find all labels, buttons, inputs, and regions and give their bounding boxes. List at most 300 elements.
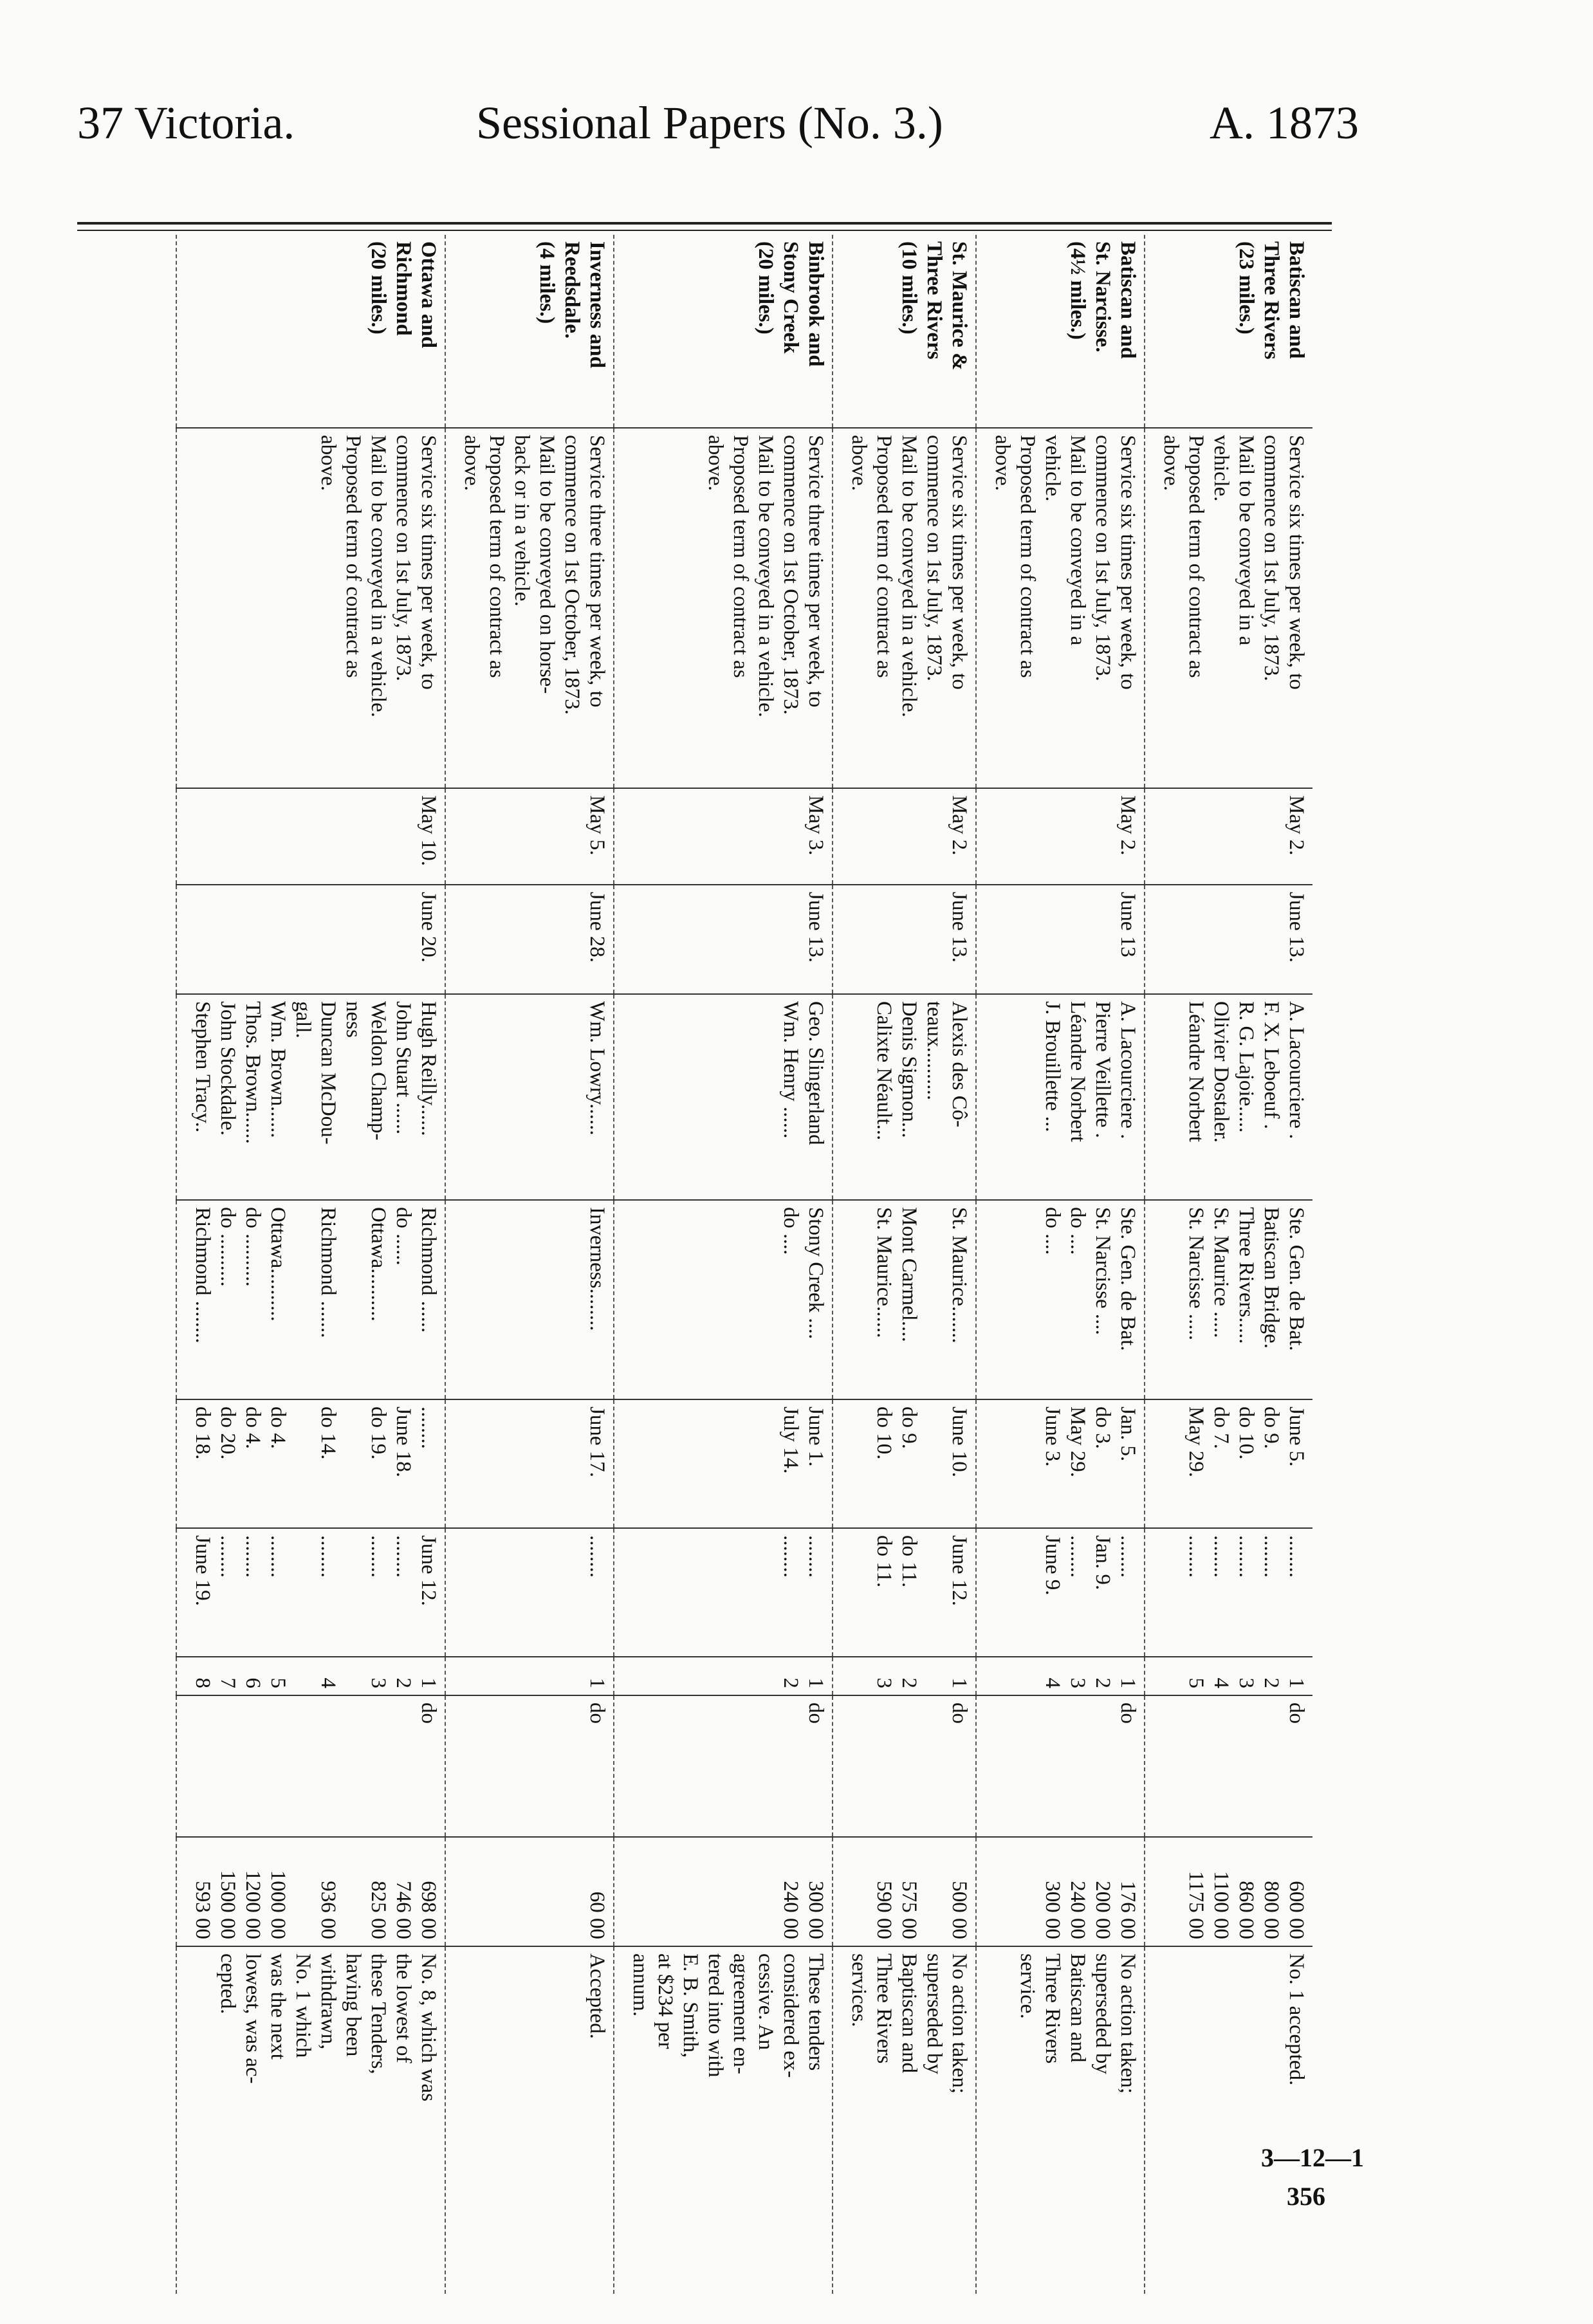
- cell-to: [614, 1528, 833, 1657]
- cell-advertised: [176, 788, 445, 885]
- remarks-line: Accepted.: [585, 1953, 609, 2039]
- remarks-line: was the next: [266, 1953, 290, 2060]
- remarks-line: services.: [847, 1953, 870, 2027]
- amount-line: 300 00: [804, 1881, 827, 1939]
- payment-line: do: [585, 1702, 609, 1724]
- cell-name: [445, 994, 614, 1200]
- tender-group-row: [614, 235, 833, 2294]
- tender-table-rotated: [77, 235, 1312, 2294]
- received-line: June 13.: [804, 892, 827, 963]
- cell-route: [976, 235, 1145, 428]
- cell-advertised: [614, 788, 833, 885]
- header-year: A. 1873: [1210, 97, 1359, 149]
- service-line: Mail to be conveyed in a: [1066, 435, 1089, 646]
- residence-line: Ottawa..........: [367, 1207, 390, 1322]
- service-line: above.: [991, 435, 1014, 492]
- remarks-line: cessive. An: [754, 1953, 777, 2051]
- no-line: 2: [898, 1677, 921, 1688]
- no-line: 1: [1285, 1677, 1308, 1688]
- cell-service: [445, 428, 614, 788]
- cell-service: [976, 428, 1145, 788]
- no-line: 2: [392, 1677, 415, 1688]
- to-line: ........: [1260, 1535, 1283, 1578]
- remarks-line: annum.: [629, 1953, 652, 2017]
- service-line: Service six times per week, to: [948, 435, 971, 690]
- advertised-line: May 2.: [948, 795, 971, 856]
- cell-route: [176, 235, 445, 428]
- received-line: June 13: [1116, 892, 1139, 957]
- from-line: do 9.: [898, 1406, 921, 1449]
- remarks-line: superseded by: [923, 1953, 946, 2074]
- cell-no: [833, 1657, 976, 1695]
- residence-line: do ....: [779, 1207, 802, 1255]
- to-line: ........: [367, 1535, 390, 1578]
- no-line: 7: [216, 1677, 239, 1688]
- cell-to: [445, 1528, 614, 1657]
- service-line: Service three times per week, to: [804, 435, 827, 708]
- no-line: 3: [872, 1677, 896, 1688]
- residence-line: Ottawa..........: [266, 1207, 290, 1322]
- no-line: 4: [317, 1677, 340, 1688]
- amount-line: [340, 1844, 365, 1939]
- to-line: ........: [1116, 1535, 1139, 1578]
- from-line: June 5.: [1285, 1406, 1308, 1467]
- cell-from: [1145, 1399, 1312, 1528]
- amount-line: 1100 00: [1210, 1870, 1233, 1939]
- cell-remarks: [833, 1946, 976, 2294]
- from-line: do 20.: [216, 1406, 239, 1460]
- remarks-line: having been: [342, 1953, 365, 2057]
- amount-line: 575 00: [898, 1881, 921, 1939]
- cell-received: [1145, 885, 1312, 994]
- amount-line: 800 00: [1260, 1881, 1283, 1939]
- remarks-line: cepted.: [216, 1953, 239, 2015]
- remarks-line: These tenders: [804, 1953, 827, 2071]
- no-line: 5: [266, 1677, 290, 1688]
- amount-line: 698 00: [417, 1881, 440, 1939]
- from-line: do 18.: [191, 1406, 214, 1460]
- route-line: Batiscan and: [1285, 241, 1308, 359]
- no-line: 3: [367, 1677, 390, 1688]
- route-line: Three Rivers: [923, 241, 946, 360]
- payment-line: do: [948, 1702, 971, 1724]
- route-line: Stony Creek: [779, 241, 802, 354]
- no-line: 1: [1116, 1677, 1139, 1688]
- remarks-line: No. 1 which: [291, 1953, 315, 2058]
- cell-residence: [614, 1200, 833, 1399]
- cell-remarks: [976, 1946, 1145, 2294]
- to-line: June 12.: [948, 1535, 971, 1606]
- residence-line: do ......: [392, 1207, 415, 1266]
- cell-no: [1145, 1657, 1312, 1695]
- service-line: Mail to be conveyed in a vehicle.: [754, 435, 777, 717]
- header-title: Sessional Papers (No. 3.): [476, 97, 943, 149]
- name-line: Wm. Brown......: [266, 1001, 290, 1138]
- cell-name: [614, 994, 833, 1200]
- to-line: ........: [1235, 1535, 1258, 1578]
- amount-line: 1000 00: [266, 1870, 290, 1939]
- cell-route: [445, 235, 614, 428]
- advertised-line: May 2.: [1285, 795, 1308, 856]
- remarks-line: the lowest of: [392, 1953, 415, 2063]
- service-line: Service six times per week, to: [1116, 435, 1139, 690]
- route-line: Richmond: [392, 241, 415, 336]
- no-line: 3: [1235, 1677, 1258, 1688]
- cell-name: [176, 994, 445, 1200]
- remarks-line: superseded by: [1091, 1953, 1114, 2074]
- no-line: [921, 1664, 946, 1688]
- residence-line: St. Maurice......: [872, 1207, 896, 1338]
- to-line: [921, 1535, 946, 1650]
- service-line: above.: [704, 435, 727, 492]
- residence-line: [340, 1207, 365, 1392]
- name-line: Calixte Néault...: [872, 1001, 896, 1141]
- residence-line: Ste. Gen. de Bat.: [1285, 1207, 1308, 1351]
- cell-payment: [176, 1695, 445, 1837]
- route-line: (23 miles.): [1235, 241, 1258, 335]
- header-rule: [77, 222, 1332, 225]
- no-line: 2: [1260, 1677, 1283, 1688]
- cell-payment: [1145, 1695, 1312, 1837]
- tender-group-row: [1145, 235, 1312, 2294]
- residence-line: do ..........: [241, 1207, 264, 1287]
- to-line: [290, 1535, 315, 1650]
- cell-received: [445, 885, 614, 994]
- cell-amount: [976, 1837, 1145, 1946]
- cell-residence: [833, 1200, 976, 1399]
- from-line: [921, 1406, 946, 1521]
- remarks-line: considered ex-: [779, 1953, 802, 2078]
- to-line: June 9.: [1041, 1535, 1064, 1596]
- cell-amount: [833, 1837, 976, 1946]
- amount-line: 500 00: [948, 1881, 971, 1939]
- service-line: vehicle.: [1041, 435, 1064, 502]
- name-line: John Stockdale.: [216, 1001, 239, 1136]
- service-line: Proposed term of contract as: [485, 435, 508, 678]
- from-line: do 4.: [241, 1406, 264, 1449]
- route-line: Binbrook and: [804, 241, 827, 367]
- cell-no: [614, 1657, 833, 1695]
- payment-line: do: [1116, 1702, 1139, 1724]
- from-line: June 3.: [1041, 1406, 1064, 1467]
- cell-advertised: [1145, 788, 1312, 885]
- cell-payment: [976, 1695, 1145, 1837]
- from-line: do 19.: [367, 1406, 390, 1460]
- name-line: A. Lacourciere .: [1285, 1001, 1308, 1139]
- no-line: 1: [585, 1677, 609, 1688]
- from-line: [290, 1406, 315, 1521]
- to-line: Jan. 9.: [1091, 1535, 1114, 1591]
- cell-received: [976, 885, 1145, 994]
- cell-remarks: [445, 1946, 614, 2294]
- service-line: above.: [1159, 435, 1183, 492]
- cell-from: [614, 1399, 833, 1528]
- cell-name: [1145, 994, 1312, 1200]
- residence-line: [921, 1207, 946, 1392]
- name-line: John Stuart ......: [392, 1001, 415, 1135]
- advertised-line: May 2.: [1116, 795, 1139, 856]
- residence-line: St. Narcisse ....: [1091, 1207, 1114, 1335]
- name-line: teaux..........: [923, 1001, 946, 1100]
- from-line: Jan. 5.: [1116, 1406, 1139, 1462]
- name-line: Alexis des Cô-: [948, 1001, 971, 1128]
- cell-no: [176, 1657, 445, 1695]
- service-line: Proposed term of contract as: [729, 435, 752, 678]
- no-line: 1: [417, 1677, 440, 1688]
- remarks-line: No. 1 accepted.: [1285, 1953, 1308, 2086]
- amount-line: 1175 00: [1184, 1870, 1208, 1939]
- service-line: Mail to be conveyed in a vehicle.: [898, 435, 921, 717]
- received-line: June 13.: [1285, 892, 1308, 963]
- cell-residence: [176, 1200, 445, 1399]
- cell-remarks: [176, 1946, 445, 2294]
- from-line: May 29.: [1066, 1406, 1089, 1477]
- to-line: ........: [585, 1535, 609, 1578]
- service-line: vehicle.: [1210, 435, 1233, 502]
- residence-line: Richmond ........: [191, 1207, 214, 1343]
- name-line: Olivier Dostaler.: [1210, 1001, 1233, 1143]
- name-line: Léandre Norbert: [1066, 1001, 1089, 1142]
- residence-line: [290, 1207, 315, 1392]
- route-line: Three Rivers: [1260, 241, 1283, 360]
- name-line: Stephen Tracy..: [191, 1001, 214, 1133]
- advertised-line: May 10.: [417, 795, 440, 866]
- name-line: Denis Sigmon...: [898, 1001, 921, 1138]
- service-line: commence on 1st July, 1873.: [923, 435, 946, 681]
- cell-advertised: [976, 788, 1145, 885]
- service-line: Mail to be conveyed on horse-: [535, 435, 558, 694]
- service-line: commence on 1st July, 1873.: [1091, 435, 1114, 681]
- to-line: ........: [804, 1535, 827, 1578]
- route-line: St. Narcisse.: [1091, 241, 1114, 353]
- to-line: ........: [392, 1535, 415, 1578]
- service-line: Proposed term of contract as: [1016, 435, 1039, 678]
- no-line: 4: [1210, 1677, 1233, 1688]
- service-line: Service six times per week, to: [417, 435, 440, 690]
- cell-no: [976, 1657, 1145, 1695]
- to-line: ........: [779, 1535, 802, 1578]
- cell-service: [833, 428, 976, 788]
- remarks-line: at $234 per: [654, 1953, 677, 2049]
- from-line: do 9.: [1260, 1406, 1283, 1449]
- residence-line: Richmond .......: [317, 1207, 340, 1338]
- cell-service: [176, 428, 445, 788]
- remarks-line: E. B. Smith,: [679, 1953, 702, 2058]
- route-line: (4½ miles.): [1066, 241, 1089, 340]
- remarks-line: these Tenders,: [367, 1953, 390, 2074]
- cell-remarks: [1145, 1946, 1312, 2294]
- residence-line: Stony Creek ....: [804, 1207, 827, 1340]
- header-rule-thin: [77, 230, 1332, 231]
- cell-amount: [176, 1837, 445, 1946]
- residence-line: Three Rivers.....: [1235, 1207, 1258, 1344]
- to-line: ........: [1184, 1535, 1208, 1578]
- residence-line: Inverness........: [585, 1207, 609, 1331]
- residence-line: Batiscan Bridge.: [1260, 1207, 1283, 1349]
- from-line: do 14.: [317, 1406, 340, 1460]
- to-line: ........: [241, 1535, 264, 1578]
- to-line: ........: [266, 1535, 290, 1578]
- residence-line: St. Maurice .....: [1210, 1207, 1233, 1338]
- remarks-line: No action taken;: [948, 1953, 971, 2094]
- no-line: 8: [191, 1677, 214, 1688]
- amount-line: [921, 1844, 946, 1939]
- cell-received: [614, 885, 833, 994]
- residence-line: do ....: [1041, 1207, 1064, 1255]
- received-line: June 20.: [417, 892, 440, 963]
- service-line: above.: [317, 435, 340, 492]
- cell-payment: [445, 1695, 614, 1837]
- service-line: Proposed term of contract as: [342, 435, 365, 678]
- amount-line: 176 00: [1116, 1881, 1139, 1939]
- no-line: 2: [1091, 1677, 1114, 1688]
- remarks-line: lowest, was ac-: [241, 1953, 264, 2084]
- remarks-line: No action taken;: [1116, 1953, 1139, 2094]
- from-line: ........: [417, 1406, 440, 1449]
- amount-line: 590 00: [872, 1881, 896, 1939]
- service-line: Mail to be conveyed in a: [1235, 435, 1258, 646]
- name-line: A. Lacourciere .: [1116, 1001, 1139, 1139]
- payment-line: do: [417, 1702, 440, 1724]
- route-line: St. Maurice &: [948, 241, 971, 371]
- amount-line: 746 00: [392, 1881, 415, 1939]
- payment-line: do: [804, 1702, 827, 1724]
- no-line: 2: [779, 1677, 802, 1688]
- cell-from: [833, 1399, 976, 1528]
- cell-advertised: [445, 788, 614, 885]
- no-line: [290, 1664, 315, 1688]
- name-line: Duncan McDou-: [317, 1001, 340, 1145]
- to-line: ........: [1066, 1535, 1089, 1578]
- advertised-line: May 5.: [585, 795, 609, 856]
- cell-service: [614, 428, 833, 788]
- route-line: (20 miles.): [367, 241, 390, 335]
- no-line: 3: [1066, 1677, 1089, 1688]
- tender-group-row: [976, 235, 1145, 2294]
- cell-name: [976, 994, 1145, 1200]
- no-line: 6: [241, 1677, 264, 1688]
- cell-route: [614, 235, 833, 428]
- cell-route: [833, 235, 976, 428]
- remarks-line: Three Rivers: [1041, 1953, 1064, 2064]
- to-line: do 11.: [898, 1535, 921, 1588]
- from-line: [340, 1406, 365, 1521]
- cell-residence: [445, 1200, 614, 1399]
- cell-payment: [833, 1695, 976, 1837]
- cell-to: [976, 1528, 1145, 1657]
- remarks-line: withdrawn,: [317, 1953, 340, 2050]
- cell-residence: [1145, 1200, 1312, 1399]
- amount-line: 600 00: [1285, 1881, 1308, 1939]
- name-line: Léandre Norbert: [1184, 1001, 1208, 1142]
- margin-mark: 3—12—1: [1261, 2143, 1364, 2172]
- residence-line: St. Maurice.......: [948, 1207, 971, 1343]
- residence-line: St. Narcisse .....: [1184, 1207, 1208, 1341]
- page-number: 356: [1287, 2182, 1325, 2211]
- cell-amount: [614, 1837, 833, 1946]
- remarks-line: service.: [1016, 1953, 1039, 2019]
- payment-line: do: [1285, 1702, 1308, 1724]
- cell-from: [976, 1399, 1145, 1528]
- cell-name: [833, 994, 976, 1200]
- residence-line: Richmond ......: [417, 1207, 440, 1333]
- service-line: above.: [460, 435, 483, 492]
- to-line: do 11.: [872, 1535, 896, 1588]
- no-line: [340, 1664, 365, 1688]
- name-line: J. Brouillette ...: [1041, 1001, 1064, 1132]
- cell-service: [1145, 428, 1312, 788]
- cell-to: [176, 1528, 445, 1657]
- service-line: commence on 1st July, 1873.: [1260, 435, 1283, 681]
- amount-line: 60 00: [585, 1891, 609, 1939]
- from-line: May 29.: [1184, 1406, 1208, 1477]
- remarks-line: No. 8, which was: [417, 1953, 440, 2102]
- route-line: (10 miles.): [898, 241, 921, 335]
- received-line: June 28.: [585, 892, 609, 963]
- cell-no: [445, 1657, 614, 1695]
- route-line: Batiscan and: [1116, 241, 1139, 359]
- from-line: June 18.: [392, 1406, 415, 1477]
- route-line: (20 miles.): [754, 241, 777, 335]
- to-line: ........: [317, 1535, 340, 1578]
- service-line: Mail to be conveyed in a vehicle.: [367, 435, 390, 717]
- from-line: do 4.: [266, 1406, 290, 1449]
- service-line: above.: [847, 435, 870, 492]
- no-line: 4: [1041, 1677, 1064, 1688]
- cell-amount: [445, 1837, 614, 1946]
- from-line: June 17.: [585, 1406, 609, 1477]
- name-line: ness: [342, 1001, 365, 1038]
- to-line: ........: [1210, 1535, 1233, 1578]
- no-line: 5: [1184, 1677, 1208, 1688]
- remarks-line: tered into with: [704, 1953, 727, 2078]
- from-line: do 3.: [1091, 1406, 1114, 1449]
- amount-line: 860 00: [1235, 1881, 1258, 1939]
- amount-line: 240 00: [779, 1881, 802, 1939]
- route-line: Reedsdale.: [560, 241, 584, 339]
- advertised-line: May 3.: [804, 795, 827, 856]
- cell-received: [176, 885, 445, 994]
- tender-group-row: [833, 235, 976, 2294]
- name-line: Geo. Slingerland: [804, 1001, 827, 1145]
- name-line: gall.: [291, 1001, 315, 1038]
- amount-line: 1500 00: [216, 1870, 239, 1939]
- from-line: do 10.: [872, 1406, 896, 1460]
- service-line: Proposed term of contract as: [872, 435, 896, 678]
- route-line: (4 miles.): [535, 241, 558, 324]
- remarks-line: Baptiscan and: [898, 1953, 921, 2074]
- cell-remarks: [614, 1946, 833, 2294]
- cell-amount: [1145, 1837, 1312, 1946]
- cell-residence: [976, 1200, 1145, 1399]
- cell-payment: [614, 1695, 833, 1837]
- name-line: Weldon Champ-: [367, 1001, 390, 1141]
- amount-line: 593 00: [191, 1881, 214, 1939]
- cell-to: [1145, 1528, 1312, 1657]
- service-line: commence on 1st July, 1873.: [392, 435, 415, 681]
- amount-line: 200 00: [1091, 1881, 1114, 1939]
- route-line: Ottawa and: [417, 241, 440, 348]
- tender-table: [176, 235, 1312, 2294]
- route-line: Inverness and: [585, 241, 609, 369]
- cell-from: [176, 1399, 445, 1528]
- to-line: ........: [1285, 1535, 1308, 1578]
- tender-group-row: [445, 235, 614, 2294]
- no-line: 1: [804, 1677, 827, 1688]
- amount-line: 825 00: [367, 1881, 390, 1939]
- cell-received: [833, 885, 976, 994]
- name-line: Wm. Lowry......: [585, 1001, 609, 1136]
